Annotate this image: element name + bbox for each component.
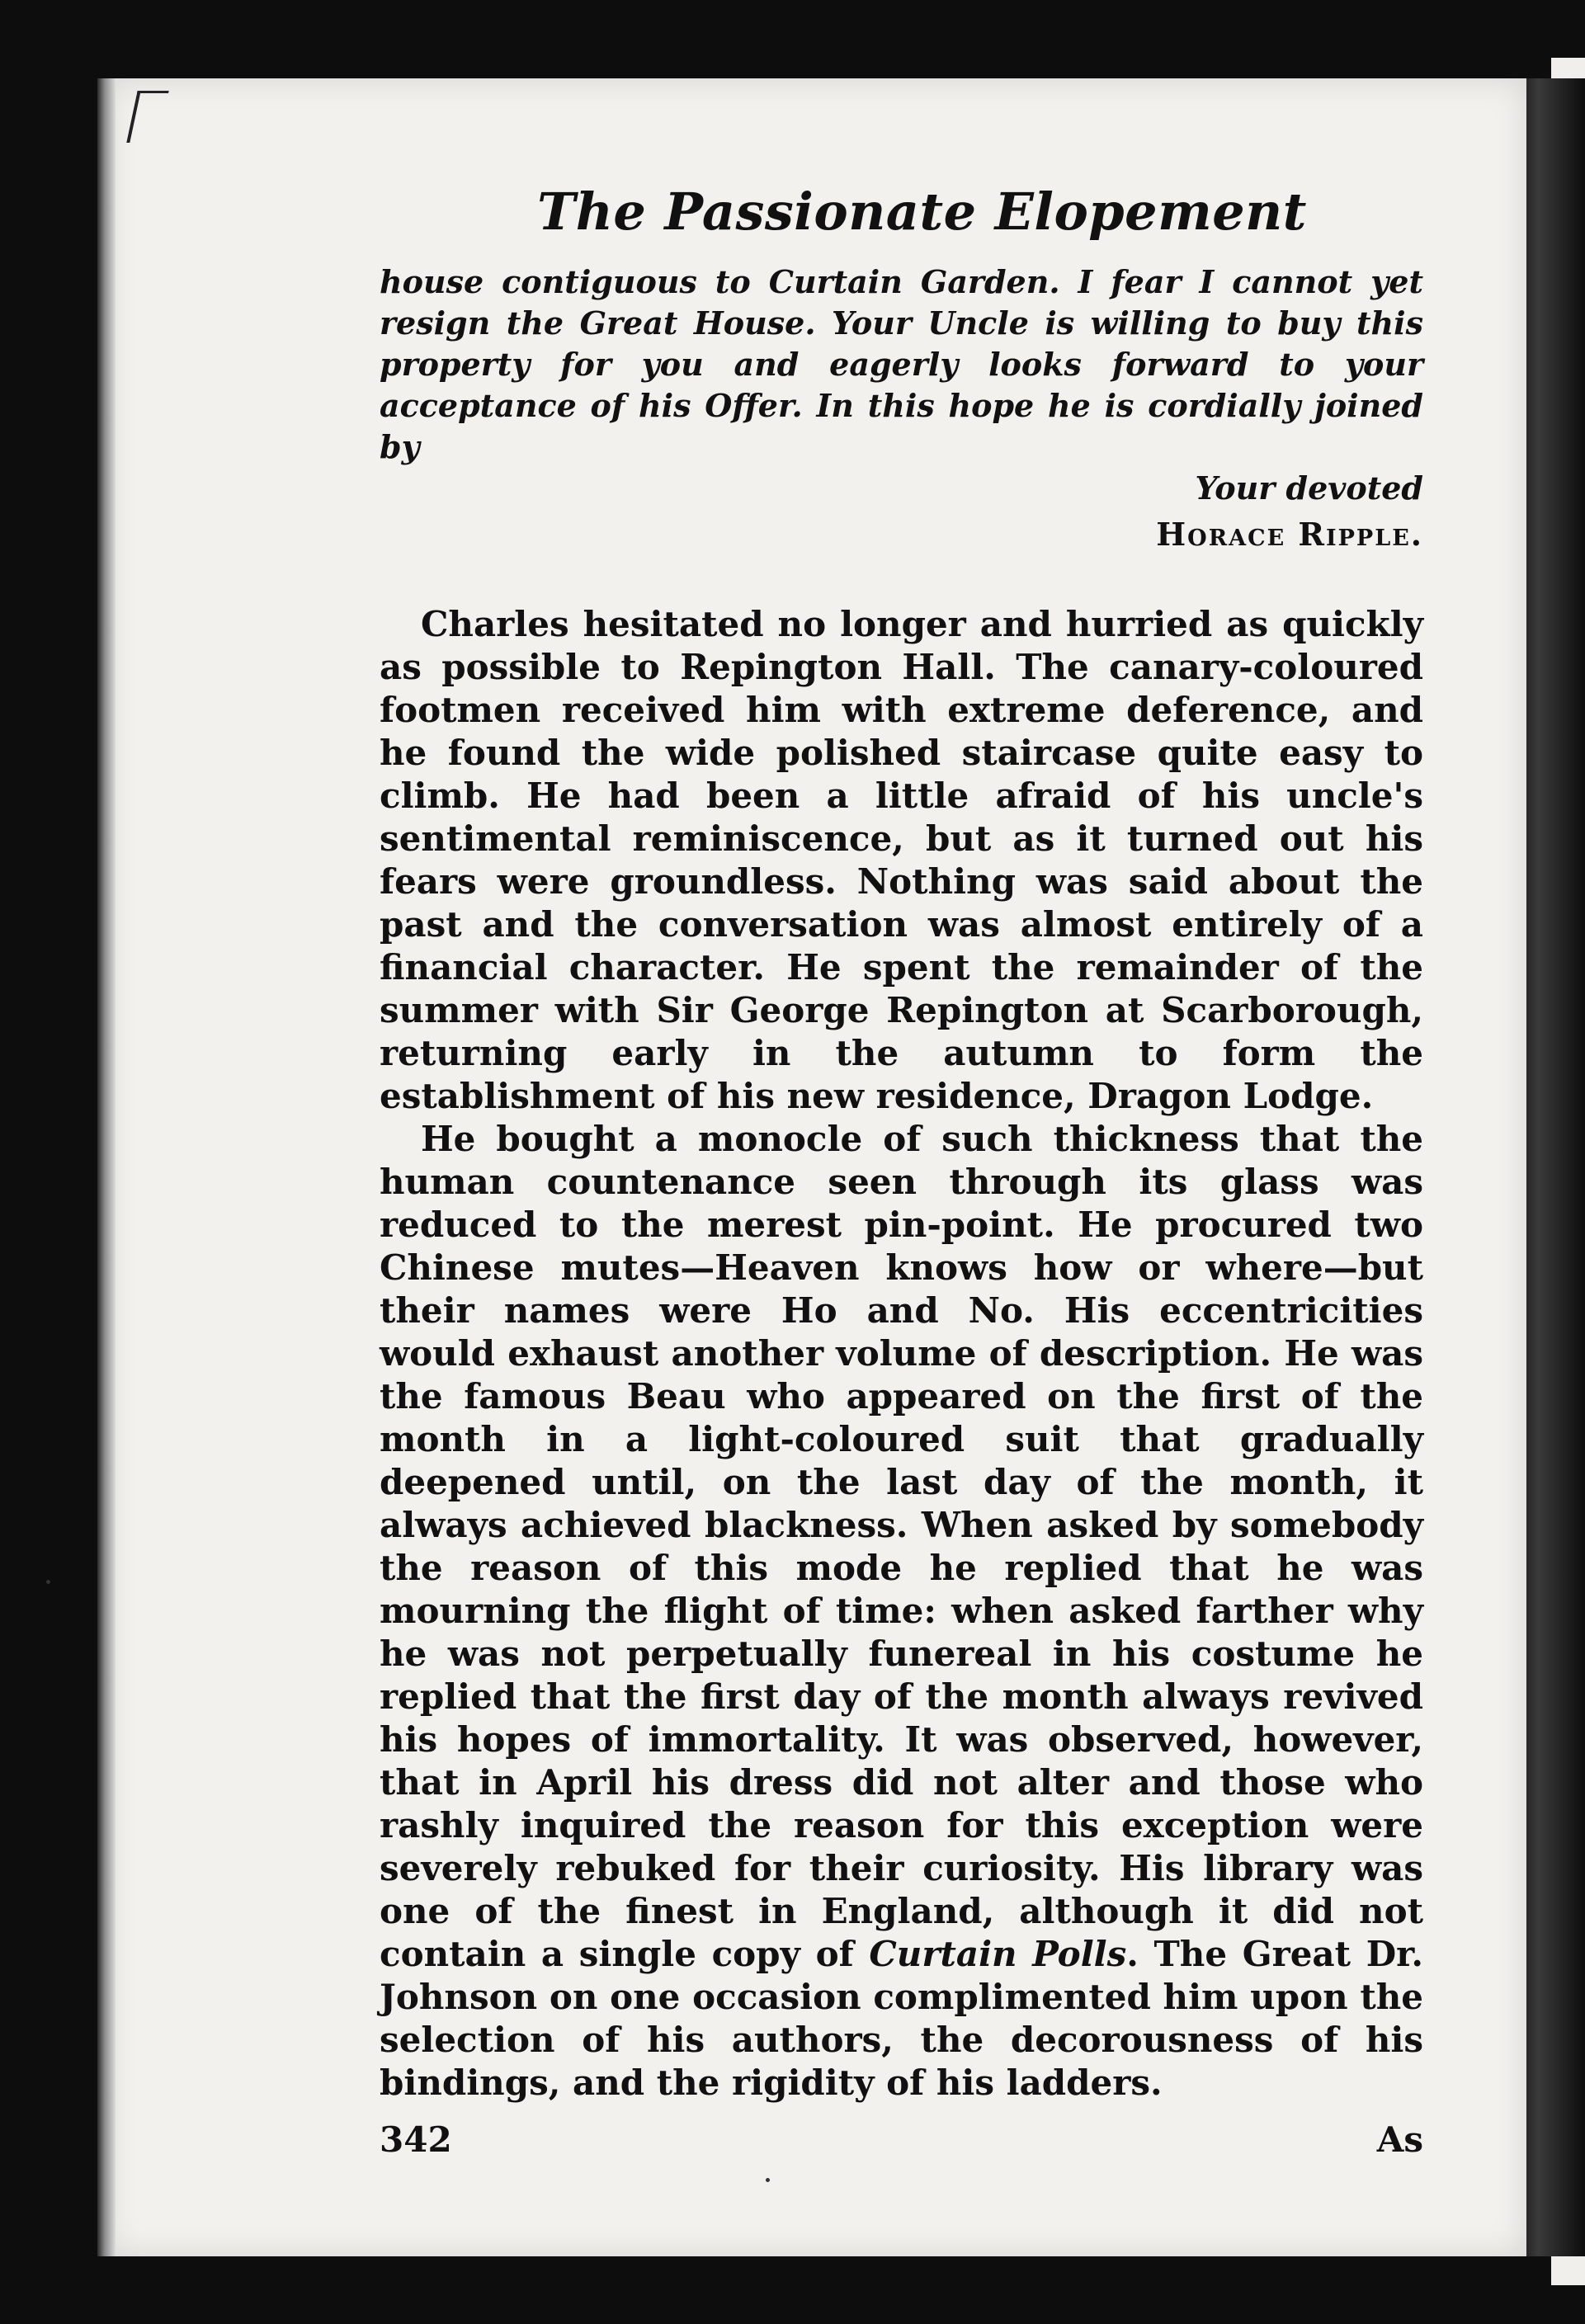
body-text <box>380 603 1423 2105</box>
page-left-edge <box>97 78 116 2256</box>
paragraph-1: Charles hesitated no longer and hurried as quickly as possible to Repington Hall. The canary-coloured footmen received him with extreme deference, and he found the wide polished staircase quite easy to climb. He had been a little afraid of his uncle's sentimental reminiscence, but as it turned out his fears were groundless. Nothing was said about the past and the conversation was almost entirely of a financial character. He spent the remainder of the summer with Sir George Repington at Scarborough, returning early in the autumn to form the establishment of his new residence, Dragon Lodge. <box>380 604 1423 1116</box>
letter-closing: Your devoted <box>1195 469 1423 507</box>
page-number: 342 <box>380 2119 452 2160</box>
book-title-italic: Curtain Polls <box>869 1934 1127 1974</box>
running-head: The Passionate Elopement <box>537 181 1307 242</box>
paragraph-2-start: He bought a monocle of such thickness that the human countenance seen through its glass was reduced to the merest pin-point. He procured two Chinese mutes—Heaven knows how or where—but their names were Ho and No. His eccentricities would exhaust another volume of description. He was the famous Beau who appeared on the first of the month in a light-coloured suit that gradually deepened until, on the last day of the month, it always achieved blackness. When asked by somebody the reason of this mode he replied that he was mourning the flight of time: when asked farther why he was not perpetually funereal in his costume he replied that the first day of the month always revived his hopes of immortality. It was observed, however, that in April his dress did not alter and those who rashly inquired the reason for this exception were severely rebuked for their curiosity. His library was one of the finest in England, although it did not contain a single copy of <box>380 1119 1423 1974</box>
page-footer <box>380 2119 1423 2160</box>
catchword: As <box>1376 2119 1423 2160</box>
scan-speck <box>766 2178 770 2182</box>
paragraph-2 <box>380 1118 1423 2105</box>
scan-speck <box>46 1580 50 1584</box>
letter-signature: Horace Ripple. <box>1156 516 1423 553</box>
paragraph-2-end: . The Great Dr. Johnson on one occasion complimented him upon the selection of his authors, the decorousness of his bindings, and the rigidity of his ladders. <box>380 1934 1424 2103</box>
letter-excerpt <box>380 262 1423 555</box>
binding-gutter-right <box>1518 78 1585 2256</box>
letter-body: house contiguous to Curtain Garden. I fear I cannot yet resign the Great House. Your Uncle is willing to buy this property for you and eagerly looks forward to your acceptance of his Offer. In this hope he is cordially joined by <box>380 263 1423 465</box>
page-text <box>380 181 1423 2160</box>
